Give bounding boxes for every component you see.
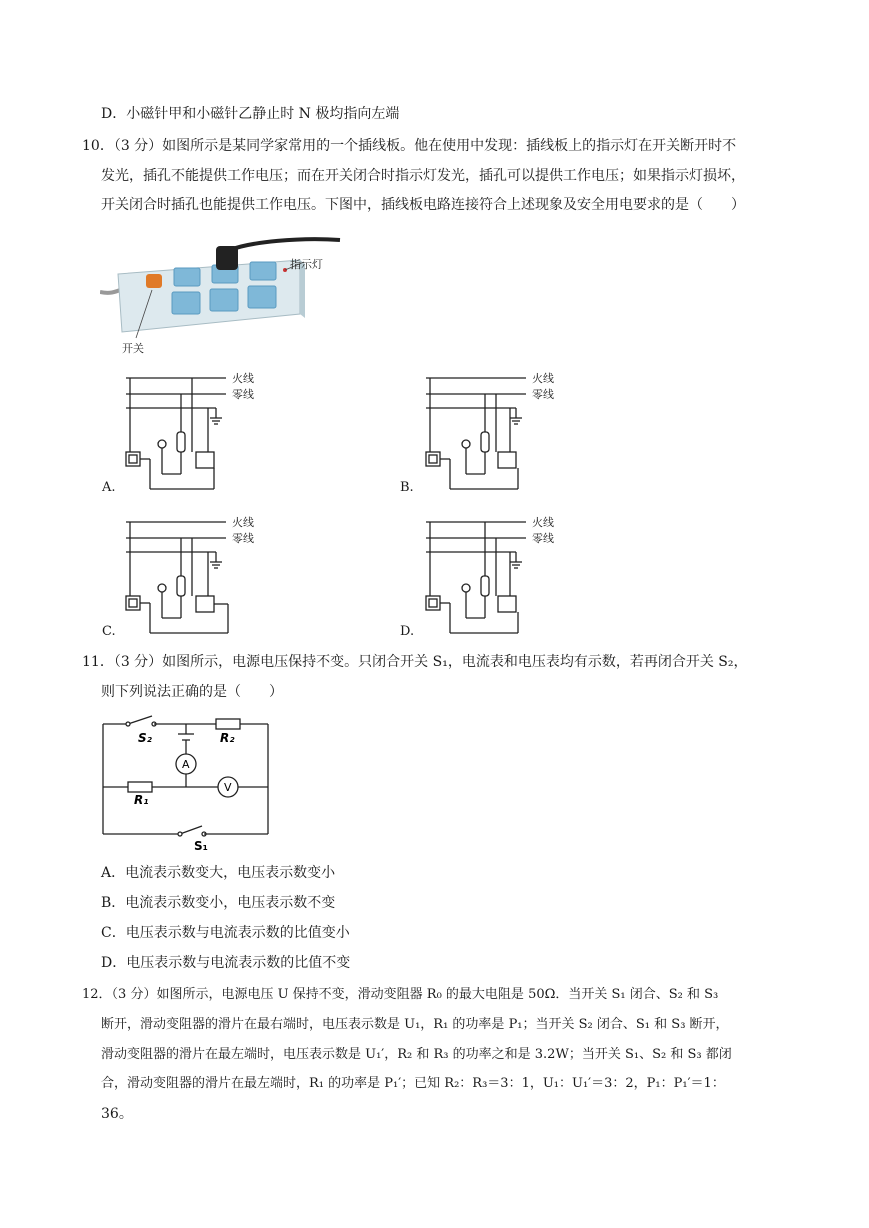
live-wire-label: 火线 — [532, 372, 554, 385]
q12-stem-line2: 断开，滑动变阻器的滑片在最右端时，电压表示数是 U₁，R₁ 的功率是 P₁；当开关 S₂ 闭合、S₁ 和 S₃ 断开， — [101, 1017, 729, 1032]
circuit-option-a — [100, 364, 280, 500]
circuit-option-d — [400, 508, 580, 644]
q11-stem-line1: 11．（3 分）如图所示，电源电压保持不变。只闭合开关 S₁，电流表和电压表均有示数，若再闭合开关 S₂， — [82, 654, 748, 670]
q10-stem-line2: 发光，插孔不能提供工作电压；而在开关闭合时指示灯发光，插孔可以提供工作电压；如果指示灯损坏， — [101, 168, 745, 184]
q11-option-c[interactable]: C．电压表示数与电流表示数的比值变小 — [101, 925, 350, 941]
q12-stem-line1: 12．（3 分）如图所示，电源电压 U 保持不变，滑动变阻器 R₀ 的最大电阻是 50Ω．当开关 S₁ 闭合、S₂ 和 S₃ — [82, 987, 719, 1002]
q10-stem-line1: 10．（3 分）如图所示是某同学家常用的一个插线板。他在使用中发现：插线板上的指示灯在开关断开时不 — [82, 138, 737, 154]
voltmeter-label: V — [224, 781, 232, 794]
neutral-wire-label: 零线 — [232, 532, 254, 545]
circuit-option-c — [100, 508, 280, 644]
q10-stem-line3: 开关闭合时插孔也能提供工作电压。下图中，插线板电路连接符合上述现象及安全用电要求的是（ ） — [101, 197, 745, 213]
circuit-option-b — [400, 364, 580, 500]
live-wire-label: 火线 — [232, 372, 254, 385]
q11-stem-line2: 则下列说法正确的是（ ） — [101, 684, 283, 700]
q9-option-d: D．小磁针甲和小磁针乙静止时 N 极均指向左端 — [101, 106, 400, 122]
label-s2: S₂ — [138, 731, 152, 745]
label-r1: R₁ — [134, 793, 149, 807]
q11-option-a[interactable]: A．电流表示数变大，电压表示数变小 — [101, 865, 336, 881]
label-r2: R₂ — [220, 731, 235, 745]
switch-label: 开关 — [122, 342, 144, 355]
q10-option-a[interactable]: A. — [102, 480, 116, 495]
q11-option-d[interactable]: D．电压表示数与电流表示数的比值不变 — [101, 955, 351, 971]
label-s1: S₁ — [194, 839, 208, 852]
q11-option-b[interactable]: B．电流表示数变小，电压表示数不变 — [101, 895, 336, 911]
power-strip-photo — [100, 232, 360, 358]
live-wire-label: 火线 — [532, 516, 554, 529]
q12-stem-line4: 合，滑动变阻器的滑片在最左端时，R₁ 的功率是 P₁′；已知 R₂：R₃＝3：1，U₁：U₁′＝3：2，P₁：P₁′＝1： — [101, 1076, 725, 1091]
q10-option-c[interactable]: C. — [102, 624, 116, 639]
neutral-wire-label: 零线 — [532, 388, 554, 401]
ammeter-label: A — [182, 758, 190, 771]
q10-option-d[interactable]: D. — [400, 624, 415, 639]
neutral-wire-label: 零线 — [532, 532, 554, 545]
q10-option-b[interactable]: B. — [400, 480, 414, 495]
circuit-q11 — [98, 712, 278, 852]
q12-stem-line3: 滑动变阻器的滑片在最左端时，电压表示数是 U₁′，R₂ 和 R₃ 的功率之和是 3.2W；当开关 S₁、S₂ 和 S₃ 都闭 — [101, 1047, 732, 1062]
indicator-light-label: 指示灯 — [290, 258, 323, 271]
live-wire-label: 火线 — [232, 516, 254, 529]
neutral-wire-label: 零线 — [232, 388, 254, 401]
q12-stem-line5: 36。 — [101, 1106, 133, 1122]
